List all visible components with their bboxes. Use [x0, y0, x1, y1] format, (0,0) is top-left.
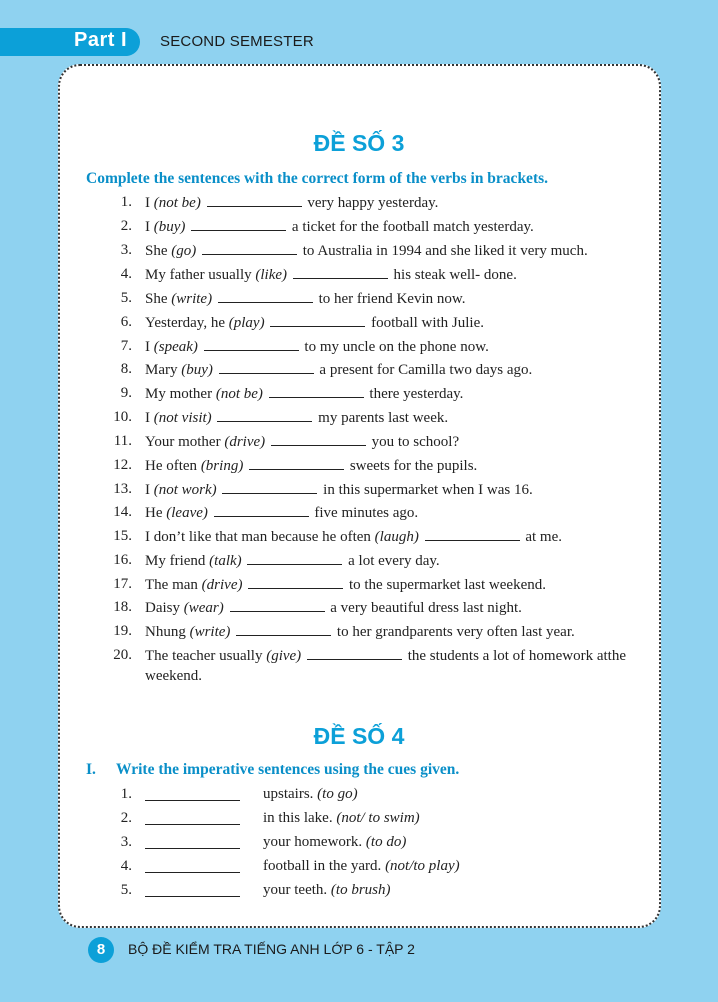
item-suffix: a ticket for the football match yesterday.	[291, 219, 534, 235]
item-number: 9.	[120, 385, 132, 401]
item-prefix: Your mother	[145, 434, 225, 450]
semester-label: SECOND SEMESTER	[160, 33, 314, 50]
item-suffix: sweets for the pupils.	[349, 458, 478, 474]
item-text	[145, 621, 645, 642]
item-prefix: Yesterday, he	[145, 315, 229, 331]
item-suffix: in this supermarket when I was 16.	[323, 482, 533, 498]
item-text	[145, 407, 645, 428]
item-number: 18.	[113, 599, 132, 615]
item-text	[145, 216, 645, 237]
item-suffix: to my uncle on the phone now.	[304, 339, 489, 355]
verb-cue: (to go)	[317, 786, 358, 802]
item-number: 4.	[120, 266, 132, 282]
verb-cue: (give)	[266, 648, 302, 664]
answer-blank[interactable]	[204, 336, 299, 351]
answer-blank[interactable]	[248, 574, 343, 589]
answer-blank[interactable]	[191, 216, 286, 231]
item-number: 19.	[113, 623, 132, 639]
item-text	[145, 383, 645, 404]
item-suffix: to Australia in 1994 and she liked it very much.	[302, 243, 588, 259]
item-number: 6.	[120, 314, 132, 330]
page-header	[0, 28, 718, 56]
item-text	[145, 240, 645, 261]
item-text	[145, 312, 645, 333]
verb-cue: (bring)	[200, 458, 244, 474]
item-number: 12.	[113, 457, 132, 473]
item-prefix: My father usually	[145, 267, 256, 283]
item-suffix: there yesterday.	[369, 386, 464, 402]
item-number: 10.	[113, 409, 132, 425]
item-text	[263, 808, 420, 828]
answer-blank[interactable]	[207, 192, 302, 207]
item-number: 15.	[113, 528, 132, 544]
verb-cue: (speak)	[153, 339, 198, 355]
verb-cue: (leave)	[166, 505, 208, 521]
item-number: 13.	[113, 481, 132, 497]
item-text	[145, 359, 645, 380]
verb-cue: (not work)	[153, 482, 217, 498]
answer-blank[interactable]	[145, 810, 240, 825]
item-prefix: I	[145, 195, 154, 211]
item-suffix: football with Julie.	[371, 315, 484, 331]
verb-cue: (not visit)	[153, 410, 212, 426]
section-number: I.	[86, 761, 96, 778]
answer-blank[interactable]	[271, 431, 366, 446]
item-number: 16.	[113, 552, 132, 568]
item-number: 3.	[120, 834, 132, 850]
test3-instruction: Complete the sentences with the correct form of the verbs in brackets.	[86, 170, 549, 187]
item-suffix: the students a lot of homework atthe weekend.	[145, 648, 626, 684]
item-number: 11.	[113, 433, 132, 449]
verb-cue: (wear)	[183, 600, 224, 616]
test3-title: ĐỀ SỐ 3	[313, 130, 405, 156]
verb-cue: (write)	[189, 624, 231, 640]
item-text	[145, 336, 645, 357]
answer-blank[interactable]	[145, 786, 240, 801]
answer-blank[interactable]	[217, 407, 312, 422]
item-text	[145, 526, 645, 547]
item-prefix: My friend	[145, 553, 210, 569]
item-number: 2.	[120, 218, 132, 234]
section-instruction: Write the imperative sentences using the cues given.	[116, 761, 460, 778]
item-text	[145, 645, 645, 686]
verb-cue: (drive)	[224, 434, 266, 450]
item-prompt: football in the yard.	[263, 858, 386, 874]
item-prefix: I	[145, 410, 154, 426]
item-number: 4.	[120, 858, 132, 874]
item-suffix: a very beautiful dress last night.	[330, 600, 522, 616]
item-prefix: Nhung	[145, 624, 190, 640]
test4-instruction	[86, 761, 459, 779]
item-prompt: your homework.	[263, 834, 366, 850]
item-prefix: She	[145, 243, 172, 259]
item-text	[145, 264, 645, 285]
answer-blank[interactable]	[425, 526, 520, 541]
item-suffix: his steak well- done.	[393, 267, 517, 283]
item-text	[145, 550, 645, 571]
verb-cue: (write)	[171, 291, 213, 307]
verb-cue: (laugh)	[374, 529, 419, 545]
answer-blank[interactable]	[218, 288, 313, 303]
part-label: Part I	[74, 29, 128, 51]
verb-cue: (to do)	[365, 834, 407, 850]
item-suffix: my parents last week.	[318, 410, 449, 426]
verb-cue: (not/to play)	[385, 858, 460, 874]
item-number: 14.	[113, 504, 132, 520]
item-prompt: in this lake.	[263, 810, 337, 826]
item-number: 2.	[120, 810, 132, 826]
answer-blank[interactable]	[293, 264, 388, 279]
item-text	[145, 502, 645, 523]
item-suffix: very happy yesterday.	[307, 195, 439, 211]
item-number: 1.	[120, 194, 132, 210]
verb-cue: (talk)	[209, 553, 242, 569]
verb-cue: (not be)	[215, 386, 263, 402]
verb-cue: (buy)	[153, 219, 186, 235]
verb-cue: (go)	[171, 243, 197, 259]
item-suffix: a present for Camilla two days ago.	[319, 362, 533, 378]
verb-cue: (not be)	[153, 195, 201, 211]
item-number: 5.	[120, 290, 132, 306]
item-number: 7.	[120, 338, 132, 354]
item-number: 1.	[120, 786, 132, 802]
item-number: 3.	[120, 242, 132, 258]
answer-blank[interactable]	[249, 455, 344, 470]
item-text	[263, 784, 358, 804]
book-title: BỘ ĐỀ KIỂM TRA TIẾNG ANH LỚP 6 - TẬP 2	[128, 941, 415, 957]
item-number: 5.	[120, 882, 132, 898]
item-suffix: you to school?	[371, 434, 460, 450]
answer-blank[interactable]	[307, 645, 402, 660]
test4-title: ĐỀ SỐ 4	[313, 723, 405, 749]
verb-cue: (buy)	[181, 362, 213, 378]
verb-cue: (drive)	[201, 577, 243, 593]
answer-blank[interactable]	[214, 502, 309, 517]
answer-blank[interactable]	[269, 383, 364, 398]
answer-blank[interactable]	[219, 359, 314, 374]
item-text	[263, 856, 460, 876]
answer-blank[interactable]	[236, 621, 331, 636]
item-prefix: He often	[145, 458, 201, 474]
item-prefix: I don’t like that man because he often	[145, 529, 375, 545]
item-prefix: The man	[145, 577, 202, 593]
item-prefix: I	[145, 482, 154, 498]
item-prefix: The teacher usually	[145, 648, 267, 664]
item-suffix: five minutes ago.	[314, 505, 419, 521]
item-text	[145, 192, 645, 213]
answer-blank[interactable]	[145, 858, 240, 873]
item-text	[145, 574, 645, 595]
answer-blank[interactable]	[270, 312, 365, 327]
item-prefix: I	[145, 339, 154, 355]
verb-cue: (like)	[255, 267, 288, 283]
item-text	[145, 455, 645, 476]
item-number: 8.	[120, 361, 132, 377]
item-prefix: My mother	[145, 386, 216, 402]
item-prompt: upstairs.	[263, 786, 318, 802]
answer-blank[interactable]	[145, 882, 240, 897]
verb-cue: (not/ to swim)	[336, 810, 420, 826]
item-prefix: Mary	[145, 362, 182, 378]
item-prefix: I	[145, 219, 154, 235]
item-prompt: your teeth.	[263, 882, 331, 898]
item-number: 20.	[113, 647, 132, 663]
item-suffix: to her friend Kevin now.	[318, 291, 466, 307]
answer-blank[interactable]	[222, 479, 317, 494]
item-text	[145, 597, 645, 618]
item-prefix: She	[145, 291, 172, 307]
page-number-badge: 8	[88, 937, 114, 963]
verb-cue: (to brush)	[330, 882, 391, 898]
answer-blank[interactable]	[145, 834, 240, 849]
answer-blank[interactable]	[202, 240, 297, 255]
item-text	[145, 479, 645, 500]
answer-blank[interactable]	[247, 550, 342, 565]
item-text	[145, 288, 645, 309]
verb-cue: (play)	[228, 315, 265, 331]
item-text	[263, 832, 406, 852]
item-suffix: a lot every day.	[348, 553, 440, 569]
item-text	[145, 431, 645, 452]
item-suffix: to her grandparents very often last year.	[336, 624, 575, 640]
answer-blank[interactable]	[230, 597, 325, 612]
item-number: 17.	[113, 576, 132, 592]
item-suffix: to the supermarket last weekend.	[348, 577, 546, 593]
item-text	[263, 880, 391, 900]
item-prefix: Daisy	[145, 600, 184, 616]
item-suffix: at me.	[525, 529, 562, 545]
item-prefix: He	[145, 505, 167, 521]
